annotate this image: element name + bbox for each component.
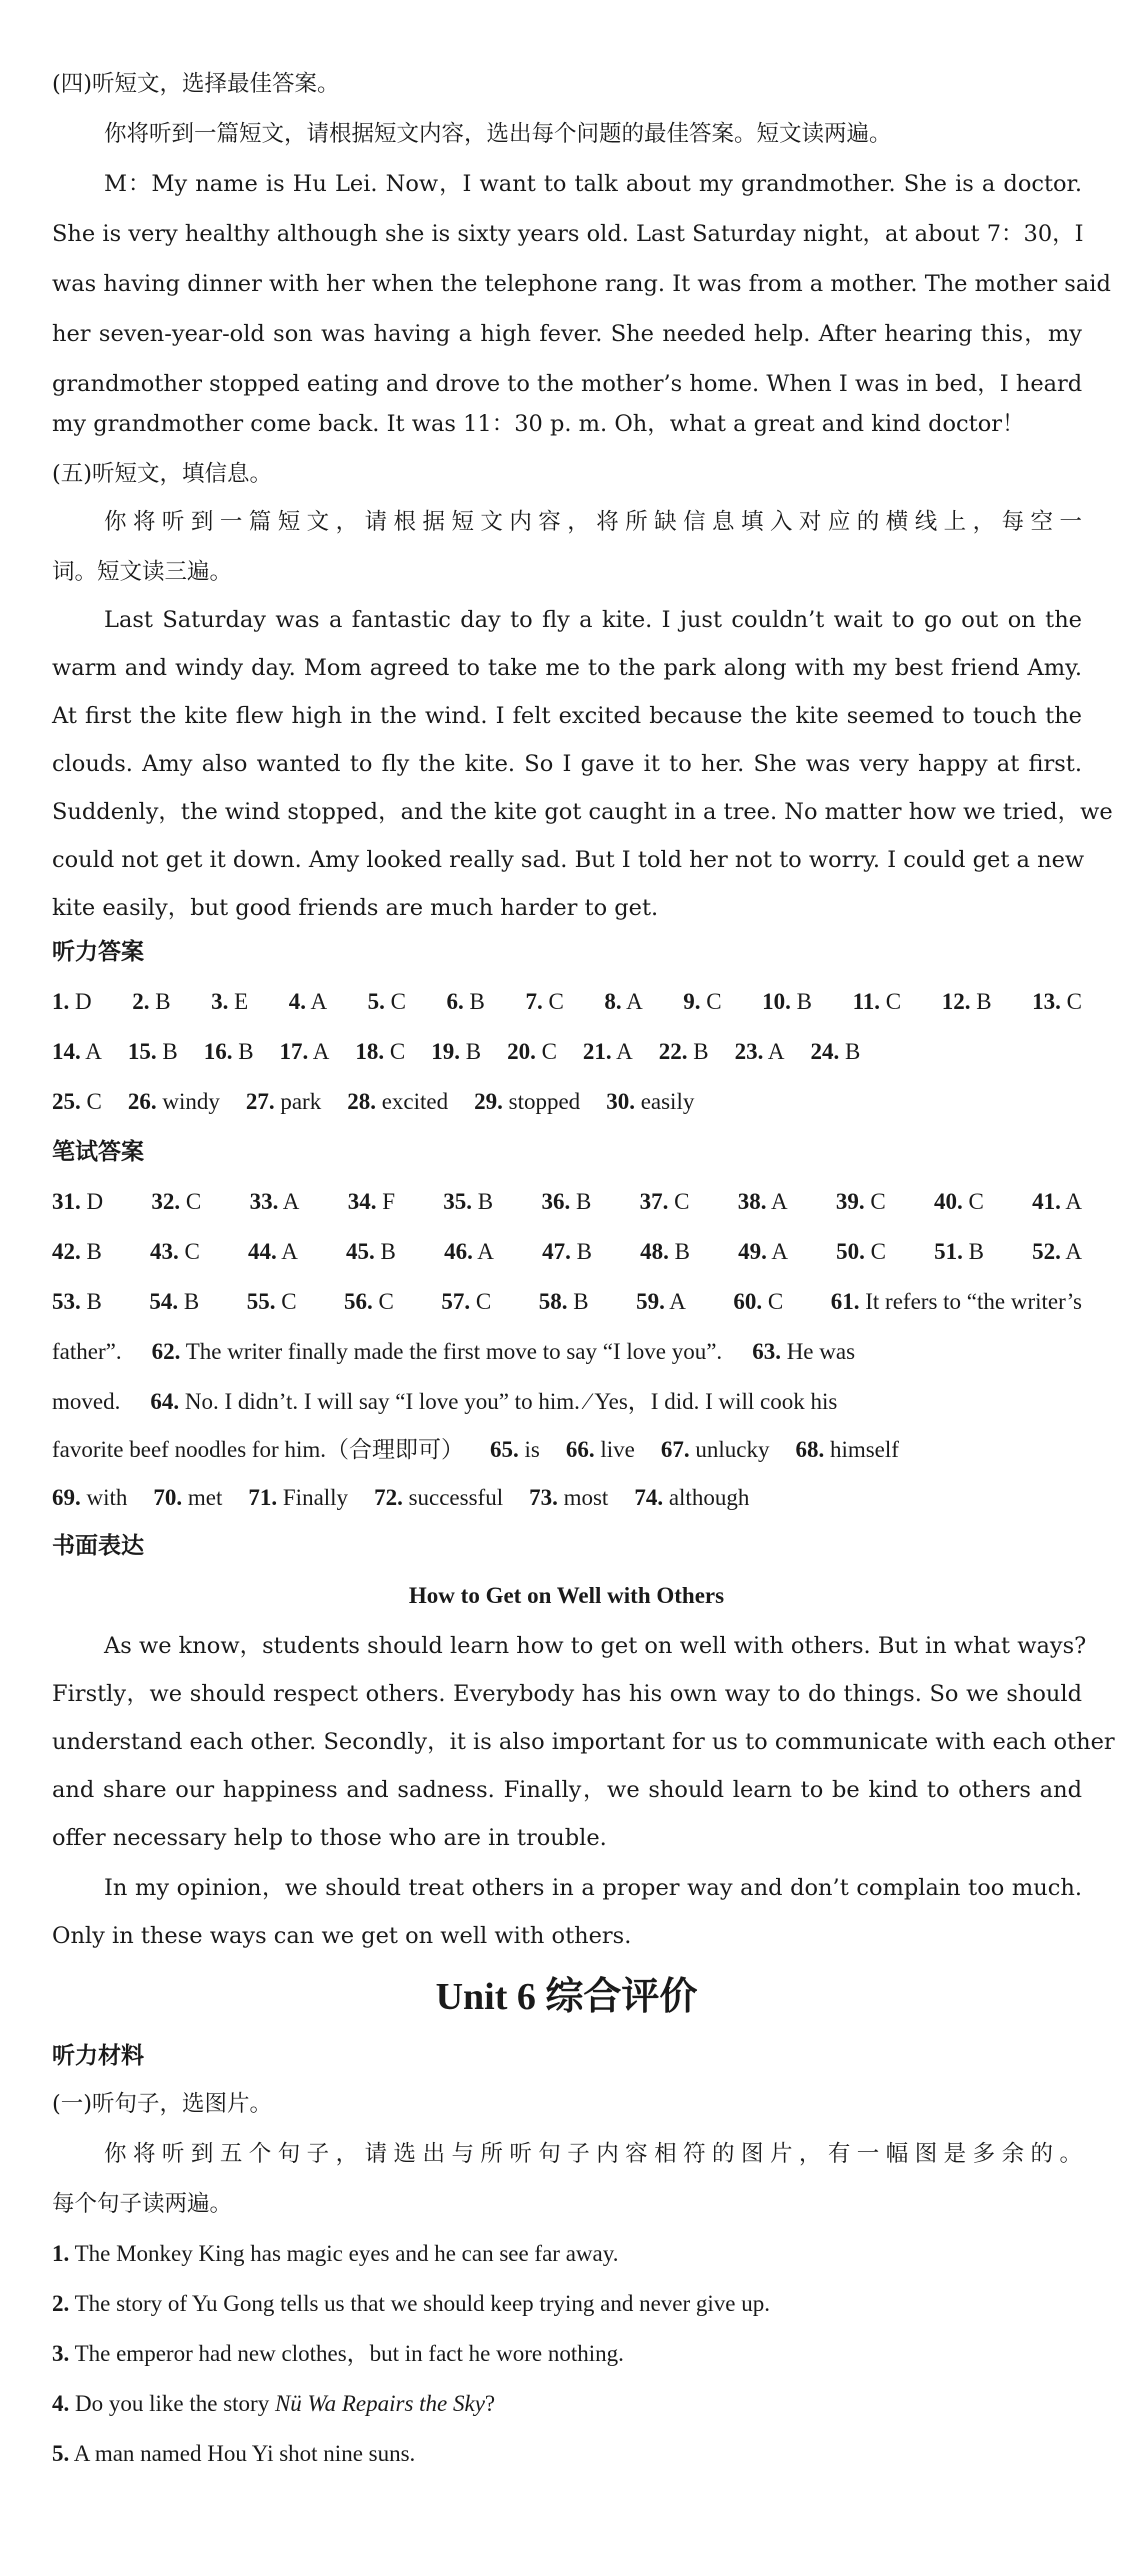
answer-value: C [384, 1039, 406, 1064]
answer-item [529, 1485, 608, 1510]
written-answers-heading: 笔试答案 [52, 1139, 144, 1165]
sentence-number: 1 [52, 2241, 64, 2266]
answer-value: It refers to “the writer’s [859, 1289, 1082, 1314]
answer-61-continued: father”. [52, 1339, 122, 1364]
answer-number: 70. [153, 1485, 183, 1510]
answer-item [539, 1282, 589, 1322]
answer-number: 11. [852, 989, 881, 1014]
answer-value: B [232, 1039, 254, 1064]
answer-number: 74. [634, 1485, 664, 1510]
answer-item [1032, 1182, 1082, 1222]
section4-line-1: M：My name is Hu Lei. Now，I want to talk about my grandmother. She is a doctor. [104, 171, 1082, 197]
answer-number: 26. [127, 1089, 157, 1114]
answer-item [52, 1232, 102, 1272]
unit-instruction-2: 每个句子读两遍。 [52, 2191, 233, 2217]
answer-value: C [762, 1289, 784, 1314]
answer-number: 13. [1032, 989, 1061, 1014]
answer-item [640, 1182, 690, 1222]
answer-value: C [962, 1189, 984, 1214]
answer-number: 66. [565, 1437, 595, 1462]
section5-heading: (五)听短文，填信息。 [52, 461, 273, 487]
answer-item [248, 1485, 348, 1510]
answer-value: A [308, 1039, 330, 1064]
essay-line-7: Only in these ways can we get on well with others. [52, 1923, 632, 1949]
answer-item [831, 1282, 1082, 1322]
answer-number: 22. [658, 1039, 688, 1064]
listening-answers-row [52, 1082, 1082, 1122]
answer-number: 25. [52, 1089, 81, 1114]
answer-number: 71. [248, 1485, 278, 1510]
answer-number: 35. [443, 1189, 473, 1214]
answer-value: B [668, 1239, 690, 1264]
essay-line-2: Firstly，we should respect others. Everybody has his own way to do things. So we should [52, 1681, 1082, 1707]
answer-number: 52. [1032, 1239, 1061, 1264]
section4-line-3: was having dinner with her when the telephone rang. It was from a mother. The mother said [52, 271, 1111, 297]
sentence-3: 3. The emperor had new clothes，but in fact he wore nothing. [52, 2341, 624, 2366]
answer-number: 46. [444, 1239, 473, 1264]
answer-value: C [1060, 989, 1082, 1014]
answer-item [447, 982, 485, 1022]
answer-value: F [376, 1189, 395, 1214]
answer-number: 61. [830, 1289, 860, 1314]
answer-item [346, 1232, 396, 1272]
section5-line-3: At first the kite flew high in the wind. I felt excited because the kite seemed to touch the [52, 703, 1082, 729]
section5-line-4: clouds. Amy also wanted to fly the kite. So I gave it to her. She was very happy at first. [52, 751, 1082, 777]
answer-number: 45. [346, 1239, 375, 1264]
answer-number: 41. [1032, 1189, 1061, 1214]
answer-number: 36. [541, 1189, 571, 1214]
answer-item [52, 1182, 103, 1222]
answer-item [204, 1039, 254, 1064]
answer-item [344, 1282, 394, 1322]
answer-number: 34. [347, 1189, 377, 1214]
answer-number: 44. [248, 1239, 277, 1264]
answer-item [211, 982, 248, 1022]
answer-item [153, 1485, 222, 1510]
answer-value: A [1060, 1189, 1082, 1214]
answer-value: A [472, 1239, 494, 1264]
answer-number: 42. [52, 1239, 81, 1264]
section4-line-2: She is very healthy although she is sixty years old. Last Saturday night，at about 7：30，I [52, 221, 1084, 247]
answer-value: B [472, 1189, 494, 1214]
answer-number: 51. [934, 1239, 963, 1264]
answer-item [762, 982, 812, 1022]
answer-item [348, 1182, 395, 1222]
answer-item [250, 1182, 300, 1222]
answer-value: C [178, 1239, 200, 1264]
answer-number: 21. [582, 1039, 612, 1064]
answer-item [733, 1282, 783, 1322]
answer-item [541, 1182, 591, 1222]
listening-answers-row [52, 1032, 1082, 1072]
answer-value: A [766, 1239, 788, 1264]
answer-number: 49. [738, 1239, 767, 1264]
answer-item [441, 1282, 491, 1322]
answer-number: 68. [795, 1437, 825, 1462]
answer-item [738, 1182, 788, 1222]
answer-value: E [228, 989, 249, 1014]
answer-item [248, 1232, 298, 1272]
answer-number: 65. [490, 1437, 519, 1462]
answer-number: 15. [127, 1039, 157, 1064]
answer-value: excited [375, 1089, 449, 1114]
answer-item [507, 1039, 557, 1064]
answer-item [444, 1232, 494, 1272]
answer-item [289, 982, 327, 1022]
unit-title [0, 1968, 1133, 2025]
answer-value: A [763, 1039, 785, 1064]
answer-number: 3. [211, 989, 229, 1014]
answer-item [52, 1485, 127, 1510]
answer-value: B [80, 1289, 102, 1314]
answer-value: C [180, 1189, 202, 1214]
answer-63-text: He was [786, 1339, 856, 1364]
listening-answers-heading: 听力答案 [52, 939, 144, 965]
answer-item [659, 1039, 709, 1064]
answer-value: is [518, 1437, 540, 1462]
answer-value: D [80, 1189, 104, 1214]
answer-item [634, 1485, 749, 1510]
answer-64-text: No. I didn’t. I will say “I love you” to him. ⁄ Yes，I did. I will cook his [184, 1389, 838, 1414]
section4-line-5: grandmother stopped eating and drove to the mother’s home. When I was in bed，I heard [52, 371, 1083, 397]
answer-value: successful [402, 1485, 504, 1510]
unit-title-cn: 综合评价 [545, 1974, 698, 2018]
answer-value: C [880, 989, 902, 1014]
answer-value: A [611, 1039, 633, 1064]
answer-item [1032, 982, 1082, 1022]
answer-number: 24. [810, 1039, 840, 1064]
answer-number: 10. [762, 989, 791, 1014]
answer-item [542, 1232, 592, 1272]
answer-value: B [178, 1289, 200, 1314]
section5-line-7: kite easily，but good friends are much harder to get. [52, 895, 659, 921]
answer-number: 48. [640, 1239, 669, 1264]
answer-value: B [374, 1239, 396, 1264]
sentence-text: A man named Hou Yi shot nine suns. [73, 2441, 416, 2466]
writing-heading: 书面表达 [52, 1533, 144, 1559]
answer-value: C [542, 989, 564, 1014]
answer-value: A [1060, 1239, 1082, 1264]
answer-value: live [594, 1437, 635, 1462]
answer-item [1032, 1232, 1082, 1272]
answers-61-63-line: father”. 62. The writer finally made the first move to say “I love you”. 63. He was [52, 1339, 856, 1364]
answer-value: with [80, 1485, 128, 1510]
answer-value: Finally [277, 1485, 349, 1510]
sentence-number: 4 [52, 2391, 64, 2416]
essay-line-4: and share our happiness and sadness. Finally，we should learn to be kind to others and [52, 1777, 1082, 1803]
answer-item [636, 1282, 686, 1322]
answer-item [640, 1232, 690, 1272]
section5-line-5: Suddenly，the wind stopped，and the kite got caught in a tree. No matter how we tried，we [52, 799, 1113, 825]
answer-number: 6. [446, 989, 464, 1014]
answer-value: C [700, 989, 722, 1014]
answer-number: 59. [636, 1289, 665, 1314]
answer-item [942, 982, 992, 1022]
answer-value: A [305, 989, 328, 1014]
unit-instruction-1: 你将听到五个句子，请选出与所听句子内容相符的图片，有一幅图是多余的。 [104, 2141, 1082, 2167]
answer-value: C [668, 1189, 690, 1214]
answer-number: 14. [52, 1039, 81, 1064]
answer-number: 58. [538, 1289, 568, 1314]
answers-69-74-line [52, 1478, 1082, 1518]
answer-item [490, 1437, 540, 1462]
answer-item [934, 1182, 984, 1222]
essay-line-3: understand each other. Secondly，it is also important for us to communicate with each other [52, 1729, 1115, 1755]
answer-number: 60. [733, 1289, 763, 1314]
answer-item [566, 1437, 635, 1462]
written-answers-row [52, 1282, 1082, 1322]
answer-64-number: 64 [150, 1389, 174, 1414]
answer-value: A [664, 1289, 686, 1314]
sentence-number: 2 [52, 2291, 64, 2316]
sentence-punctuation: ? [484, 2391, 496, 2416]
answer-number: 72. [374, 1485, 403, 1510]
answer-item [246, 1089, 321, 1114]
answer-number: 47. [542, 1239, 571, 1264]
answer-value: C [372, 1289, 394, 1314]
answer-value: windy [156, 1089, 220, 1114]
answer-value: A [80, 1039, 102, 1064]
answer-62-number: 62 [151, 1339, 175, 1364]
section5-instruction-1: 你将听到一篇短文，请根据短文内容，将所缺信息填入对应的横线上，每空一 [104, 509, 1082, 535]
answer-value: unlucky [689, 1437, 770, 1462]
answer-number: 31. [52, 1189, 81, 1214]
section5-line-2: warm and windy day. Mom agreed to take me to the park along with my best friend Amy. [52, 655, 1082, 681]
answer-value: B [80, 1239, 102, 1264]
answer-item [132, 982, 170, 1022]
answer-item [355, 1039, 405, 1064]
answer-number: 67. [660, 1437, 690, 1462]
essay-line-6: In my opinion，we should treat others in a proper way and don’t complain too much. [104, 1875, 1082, 1901]
answer-value: C [80, 1089, 102, 1114]
answer-number: 50. [836, 1239, 865, 1264]
answer-item [738, 1232, 788, 1272]
answer-value: B [567, 1289, 589, 1314]
answer-number: 8. [604, 989, 622, 1014]
answer-number: 12. [941, 989, 971, 1014]
answer-number: 57. [441, 1289, 471, 1314]
answer-item [151, 1182, 201, 1222]
sentence-1: 1. The Monkey King has magic eyes and he can see far away. [52, 2241, 619, 2266]
answer-value: B [459, 1039, 482, 1064]
answer-item [52, 982, 92, 1022]
section5-line-1: Last Saturday was a fantastic day to fly a kite. I just couldn’t wait to go out on the [104, 607, 1082, 633]
answer-item [853, 982, 902, 1022]
section4-line-6: my grandmother come back. It was 11：30 p. m. Oh，what a great and kind doctor！ [52, 411, 1025, 437]
answer-item [810, 1039, 860, 1064]
sentence-text: The Monkey King has magic eyes and he can see far away. [74, 2241, 619, 2266]
sentence-4: 4. Do you like the story Nü Wa Repairs the Sky? [52, 2391, 496, 2416]
answer-number: 9. [683, 989, 701, 1014]
answer-item [52, 1282, 102, 1322]
answer-number: 16. [203, 1039, 233, 1064]
sentence-5: 5. A man named Hou Yi shot nine suns. [52, 2441, 416, 2466]
answer-number: 4. [288, 989, 306, 1014]
unit-title-en: Unit 6 [435, 1976, 536, 2018]
answer-value: C [470, 1289, 492, 1314]
answer-value: B [962, 1239, 984, 1264]
answer-item [795, 1437, 899, 1462]
answer-item [661, 1437, 770, 1462]
answer-item [583, 1039, 633, 1064]
answer-number: 5. [367, 989, 385, 1014]
answer-item [606, 1089, 694, 1114]
unit-section1-heading: (一)听句子，选图片。 [52, 2091, 273, 2117]
answer-63-continued: moved. [52, 1389, 121, 1414]
answer-63-number: 63 [752, 1339, 776, 1364]
answer-item [52, 1089, 102, 1114]
answer-value: B [970, 989, 992, 1014]
sentence-text: The emperor had new clothes，but in fact he wore nothing. [74, 2341, 624, 2366]
answer-number: 38. [737, 1189, 767, 1214]
answer-item [280, 1039, 330, 1064]
answer-value: B [463, 989, 485, 1014]
answer-item [247, 1282, 297, 1322]
answer-number: 28. [347, 1089, 376, 1114]
answer-number: 23. [734, 1039, 764, 1064]
answers-64-68-line [52, 1430, 1082, 1470]
answer-value: B [570, 1189, 592, 1214]
answer-item [52, 1039, 102, 1064]
answer-item [368, 982, 406, 1022]
answer-number: 39. [835, 1189, 865, 1214]
answer-item [128, 1039, 178, 1064]
answer-number: 7. [525, 989, 543, 1014]
answer-number: 17. [279, 1039, 309, 1064]
answer-value: C [275, 1289, 297, 1314]
listening-answers-row [52, 982, 1082, 1022]
answer-number: 1. [52, 989, 70, 1014]
answer-value: although [663, 1485, 750, 1510]
answer-item [836, 1182, 886, 1222]
answer-item [149, 1282, 199, 1322]
answer-value: stopped [502, 1089, 581, 1114]
answer-number: 40. [934, 1189, 963, 1214]
answer-value: A [278, 1189, 300, 1214]
answer-item [604, 982, 642, 1022]
answer-item [150, 1232, 200, 1272]
answers-63-64-line: moved. 64. No. I didn’t. I will say “I love you” to him. ⁄ Yes，I did. I will cook his [52, 1389, 838, 1414]
answer-value: B [790, 989, 812, 1014]
written-answers-row [52, 1182, 1082, 1222]
sentence-text: Do you like the story [75, 2391, 275, 2416]
answer-value: C [864, 1189, 886, 1214]
answer-number: 55. [246, 1289, 276, 1314]
section4-instruction: 你将听到一篇短文，请根据短文内容，选出每个问题的最佳答案。短文读两遍。 [104, 121, 892, 147]
answer-number: 43. [150, 1239, 179, 1264]
section5-instruction-2: 词。短文读三遍。 [52, 559, 233, 585]
answer-value: C [384, 989, 406, 1014]
answer-value: park [274, 1089, 322, 1114]
answer-item [683, 982, 721, 1022]
answer-number: 19. [431, 1039, 460, 1064]
answer-item [836, 1232, 886, 1272]
answer-number: 53. [52, 1289, 81, 1314]
answer-value: B [149, 989, 171, 1014]
essay-title: How to Get on Well with Others [408, 1583, 725, 1608]
answer-number: 18. [355, 1039, 385, 1064]
answer-value: B [156, 1039, 178, 1064]
answer-number: 69. [52, 1485, 81, 1510]
answer-item [431, 1039, 481, 1064]
written-answers-row [52, 1232, 1082, 1272]
answer-value: A [621, 989, 643, 1014]
answer-number: 30. [606, 1089, 635, 1114]
sentence-number: 5 [52, 2441, 64, 2466]
answer-item [525, 982, 563, 1022]
essay-line-5: offer necessary help to those who are in trouble. [52, 1825, 607, 1851]
answer-item [347, 1089, 448, 1114]
listening-material-heading: 听力材料 [52, 2043, 144, 2069]
section4-line-4: her seven-year-old son was having a high fever. She needed help. After hearing this，my [52, 321, 1082, 347]
sentence-text: The story of Yu Gong tells us that we should keep trying and never give up. [74, 2291, 770, 2316]
section4-heading: (四)听短文，选择最佳答案。 [52, 71, 340, 97]
essay-line-1: As we know，students should learn how to get on well with others. But in what ways? [104, 1633, 1087, 1659]
answer-number: 27. [245, 1089, 275, 1114]
answer-item [128, 1089, 220, 1114]
answer-value: met [182, 1485, 223, 1510]
answer-item [735, 1039, 785, 1064]
answer-number: 56. [344, 1289, 373, 1314]
story-title: Nü Wa Repairs the Sky [274, 2391, 485, 2416]
answer-value: C [864, 1239, 886, 1264]
answer-value: A [766, 1189, 788, 1214]
answer-value: B [570, 1239, 592, 1264]
answer-62-text: The writer finally made the first move to say “I love you”. [185, 1339, 723, 1364]
answer-number: 37. [639, 1189, 669, 1214]
answer-number: 32. [151, 1189, 181, 1214]
answer-value: D [69, 989, 92, 1014]
sentence-number: 3 [52, 2341, 64, 2366]
answer-value: C [535, 1039, 557, 1064]
answer-number: 20. [507, 1039, 536, 1064]
answer-item [934, 1232, 984, 1272]
answer-value: B [839, 1039, 861, 1064]
answer-value: himself [824, 1437, 899, 1462]
answer-number: 33. [249, 1189, 279, 1214]
answer-value: most [557, 1485, 609, 1510]
answer-value: easily [634, 1089, 695, 1114]
section5-line-6: could not get it down. Amy looked really sad. But I told her not to worry. I could get a new [52, 847, 1085, 873]
answer-number: 29. [474, 1089, 503, 1114]
answer-item [474, 1089, 580, 1114]
answer-item [443, 1182, 493, 1222]
answer-item [374, 1485, 503, 1510]
answer-number: 54. [149, 1289, 179, 1314]
answer-number: 73. [529, 1485, 558, 1510]
answer-64-continued: favorite beef noodles for him.（合理即可） [52, 1437, 464, 1462]
answer-value: A [276, 1239, 298, 1264]
sentence-2: 2. The story of Yu Gong tells us that we should keep trying and never give up. [52, 2291, 770, 2316]
answer-value: B [687, 1039, 709, 1064]
answer-number: 2. [132, 989, 150, 1014]
